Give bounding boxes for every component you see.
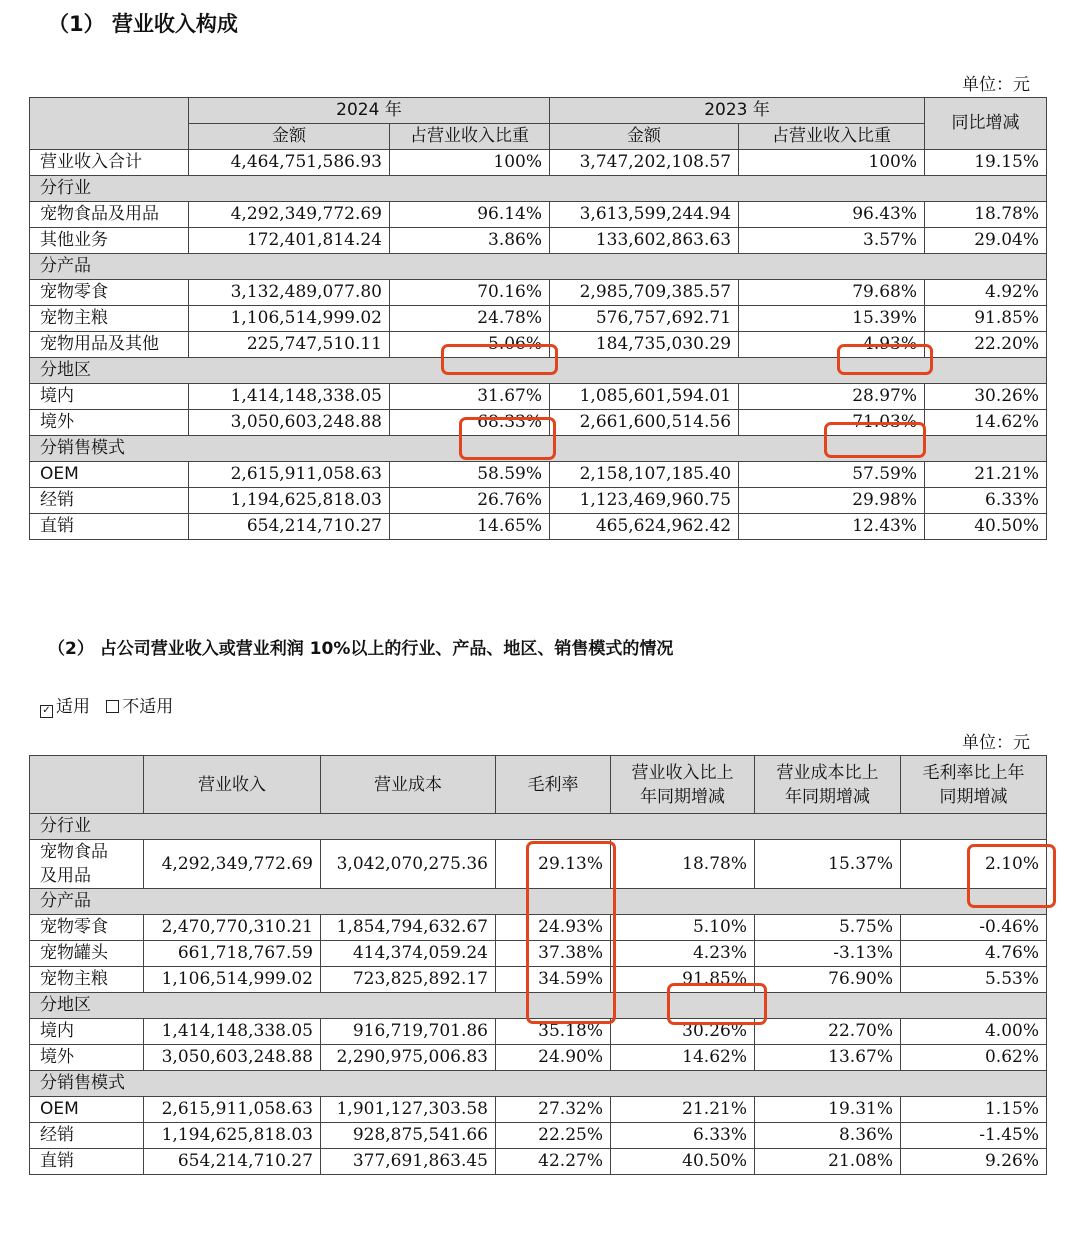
amount-2024: 1,106,514,999.02 — [189, 306, 390, 332]
share-2024: 58.59% — [390, 462, 550, 488]
section-row — [30, 993, 1047, 1019]
table-row — [30, 462, 1047, 488]
row-label-line: 及用品 — [40, 866, 91, 886]
amount-2023: 465,624,962.42 — [550, 514, 739, 540]
revenue: 1,106,514,999.02 — [144, 967, 321, 993]
header-share-2024: 占营业收入比重 — [390, 124, 550, 150]
cost: 3,042,070,275.36 — [321, 840, 496, 889]
revenue-change: 21.21% — [611, 1097, 755, 1123]
row-label: 经销 — [30, 488, 189, 514]
header-revenue: 营业收入 — [144, 756, 321, 814]
total-row — [30, 150, 1047, 176]
table-row — [30, 1123, 1047, 1149]
section-label: 分销售模式 — [30, 436, 1047, 462]
amount-2023: 133,602,863.63 — [550, 228, 739, 254]
row-label: OEM — [30, 1097, 144, 1123]
row-label: 经销 — [30, 1123, 144, 1149]
row-label: 境内 — [30, 1019, 144, 1045]
yoy-change: 14.62% — [925, 410, 1047, 436]
header-blank — [30, 98, 189, 150]
amount-2024: 3,132,489,077.80 — [189, 280, 390, 306]
share-2023: 29.98% — [739, 488, 925, 514]
cost: 414,374,059.24 — [321, 941, 496, 967]
amount-2023: 184,735,030.29 — [550, 332, 739, 358]
amount-2023: 2,661,600,514.56 — [550, 410, 739, 436]
share-2023: 96.43% — [739, 202, 925, 228]
revenue-change: 18.78% — [611, 840, 755, 889]
row-label: 宠物主粮 — [30, 306, 189, 332]
share-2024: 70.16% — [390, 280, 550, 306]
row-label: 境外 — [30, 1045, 144, 1071]
gross-margin: 22.25% — [496, 1123, 611, 1149]
section-row — [30, 889, 1047, 915]
share-2023: 3.57% — [739, 228, 925, 254]
cost-change: 8.36% — [755, 1123, 901, 1149]
row-label: OEM — [30, 462, 189, 488]
table-row — [30, 840, 1047, 889]
section-label: 分产品 — [30, 889, 1047, 915]
revenue-change: 5.10% — [611, 915, 755, 941]
table-row — [30, 280, 1047, 306]
share-2024: 68.33% — [390, 410, 550, 436]
revenue-change: 4.23% — [611, 941, 755, 967]
applicability-options — [40, 692, 173, 718]
cost: 2,290,975,006.83 — [321, 1045, 496, 1071]
section-label: 分销售模式 — [30, 1071, 1047, 1097]
share-2023: 71.03% — [739, 410, 925, 436]
share-2024: 26.76% — [390, 488, 550, 514]
row-label: 营业收入合计 — [30, 150, 189, 176]
share-2024: 100% — [390, 150, 550, 176]
gross-margin: 35.18% — [496, 1019, 611, 1045]
yoy-change: 18.78% — [925, 202, 1047, 228]
header-2023: 2023 年 — [550, 98, 925, 124]
margin-change: 4.76% — [901, 941, 1047, 967]
yoy-change: 6.33% — [925, 488, 1047, 514]
section-label: 分行业 — [30, 814, 1047, 840]
amount-2024: 2,615,911,058.63 — [189, 462, 390, 488]
cost-change: 21.08% — [755, 1149, 901, 1175]
amount-2024: 3,050,603,248.88 — [189, 410, 390, 436]
revenue-change: 91.85% — [611, 967, 755, 993]
revenue: 2,470,770,310.21 — [144, 915, 321, 941]
section-row — [30, 358, 1047, 384]
gross-margin: 42.27% — [496, 1149, 611, 1175]
row-label-line: 宠物食品 — [40, 842, 108, 862]
amount-2024: 1,414,148,338.05 — [189, 384, 390, 410]
section2-title: （2） 占公司营业收入或营业利润 10%以上的行业、产品、地区、销售模式的情况 — [48, 639, 674, 659]
header-line: 营业成本比上 — [776, 762, 879, 783]
header-margin-change — [901, 756, 1047, 814]
header-line: 营业收入比上 — [631, 762, 734, 783]
share-2024: 3.86% — [390, 228, 550, 254]
row-label: 宠物主粮 — [30, 967, 144, 993]
amount-2023: 2,985,709,385.57 — [550, 280, 739, 306]
table-row — [30, 1045, 1047, 1071]
row-label: 境外 — [30, 410, 189, 436]
section2-unit: 单位：元 — [962, 733, 1030, 753]
cost-change: 19.31% — [755, 1097, 901, 1123]
header-blank — [30, 756, 144, 814]
amount-2024: 225,747,510.11 — [189, 332, 390, 358]
row-label: 宠物用品及其他 — [30, 332, 189, 358]
share-2023: 28.97% — [739, 384, 925, 410]
amount-2024: 654,214,710.27 — [189, 514, 390, 540]
header-amount-2023: 金额 — [550, 124, 739, 150]
table-row — [30, 941, 1047, 967]
amount-2024: 4,464,751,586.93 — [189, 150, 390, 176]
table-row — [30, 514, 1047, 540]
margin-change: 9.26% — [901, 1149, 1047, 1175]
section-row — [30, 176, 1047, 202]
cost-change: 13.67% — [755, 1045, 901, 1071]
table-row — [30, 967, 1047, 993]
share-2023: 100% — [739, 150, 925, 176]
gross-margin: 34.59% — [496, 967, 611, 993]
yoy-change: 22.20% — [925, 332, 1047, 358]
amount-2023: 1,123,469,960.75 — [550, 488, 739, 514]
section1-title: （1） 营业收入构成 — [48, 12, 238, 36]
share-2024: 5.06% — [390, 332, 550, 358]
amount-2024: 4,292,349,772.69 — [189, 202, 390, 228]
revenue-change: 6.33% — [611, 1123, 755, 1149]
yoy-change: 30.26% — [925, 384, 1047, 410]
revenue-change: 40.50% — [611, 1149, 755, 1175]
cost: 1,901,127,303.58 — [321, 1097, 496, 1123]
share-2024: 96.14% — [390, 202, 550, 228]
header-line: 年同期增减 — [640, 786, 725, 807]
table-row — [30, 915, 1047, 941]
header-yoy: 同比增减 — [925, 98, 1047, 150]
row-label — [30, 840, 144, 889]
margin-change: 4.00% — [901, 1019, 1047, 1045]
header-amount-2024: 金额 — [189, 124, 390, 150]
header-line: 毛利率比上年 — [922, 762, 1025, 783]
yoy-change: 4.92% — [925, 280, 1047, 306]
amount-2023: 576,757,692.71 — [550, 306, 739, 332]
row-label: 直销 — [30, 1149, 144, 1175]
margin-change: -1.45% — [901, 1123, 1047, 1149]
yoy-change: 40.50% — [925, 514, 1047, 540]
yoy-change: 21.21% — [925, 462, 1047, 488]
share-2024: 31.67% — [390, 384, 550, 410]
header-2024: 2024 年 — [189, 98, 550, 124]
revenue: 1,414,148,338.05 — [144, 1019, 321, 1045]
table-row — [30, 202, 1047, 228]
margin-change: 0.62% — [901, 1045, 1047, 1071]
section-label: 分产品 — [30, 254, 1047, 280]
revenue: 654,214,710.27 — [144, 1149, 321, 1175]
revenue: 3,050,603,248.88 — [144, 1045, 321, 1071]
applicable-checkbox-checked[interactable]: ✓ — [40, 705, 53, 718]
row-label: 宠物零食 — [30, 915, 144, 941]
table-row — [30, 384, 1047, 410]
amount-2023: 3,747,202,108.57 — [550, 150, 739, 176]
table-row — [30, 228, 1047, 254]
yoy-change: 19.15% — [925, 150, 1047, 176]
revenue-change: 30.26% — [611, 1019, 755, 1045]
table-row — [30, 332, 1047, 358]
cost: 723,825,892.17 — [321, 967, 496, 993]
table-row — [30, 306, 1047, 332]
amount-2024: 172,401,814.24 — [189, 228, 390, 254]
not-applicable-label: 不适用 — [122, 697, 174, 717]
margin-change: 5.53% — [901, 967, 1047, 993]
revenue-composition-table — [29, 97, 1047, 540]
revenue-change: 14.62% — [611, 1045, 755, 1071]
table-row — [30, 488, 1047, 514]
cost-change: 22.70% — [755, 1019, 901, 1045]
header-cost-change — [755, 756, 901, 814]
row-label: 其他业务 — [30, 228, 189, 254]
amount-2023: 1,085,601,594.01 — [550, 384, 739, 410]
share-2024: 14.65% — [390, 514, 550, 540]
share-2023: 12.43% — [739, 514, 925, 540]
table-row — [30, 1097, 1047, 1123]
margin-change: -0.46% — [901, 915, 1047, 941]
cost: 1,854,794,632.67 — [321, 915, 496, 941]
section-row — [30, 1071, 1047, 1097]
amount-2023: 3,613,599,244.94 — [550, 202, 739, 228]
section1-unit: 单位：元 — [962, 75, 1030, 95]
cost: 928,875,541.66 — [321, 1123, 496, 1149]
header-revenue-change — [611, 756, 755, 814]
gross-margin: 24.93% — [496, 915, 611, 941]
cost-change: 76.90% — [755, 967, 901, 993]
share-2023: 79.68% — [739, 280, 925, 306]
cost-change: 15.37% — [755, 840, 901, 889]
section-row — [30, 436, 1047, 462]
gross-margin: 29.13% — [496, 840, 611, 889]
row-label: 直销 — [30, 514, 189, 540]
cost-change: 5.75% — [755, 915, 901, 941]
table-row — [30, 1019, 1047, 1045]
table-row — [30, 1149, 1047, 1175]
revenue: 2,615,911,058.63 — [144, 1097, 321, 1123]
amount-2024: 1,194,625,818.03 — [189, 488, 390, 514]
yoy-change: 29.04% — [925, 228, 1047, 254]
cost: 377,691,863.45 — [321, 1149, 496, 1175]
revenue: 661,718,767.59 — [144, 941, 321, 967]
gross-margin: 27.32% — [496, 1097, 611, 1123]
share-2023: 15.39% — [739, 306, 925, 332]
header-cost: 营业成本 — [321, 756, 496, 814]
applicable-label: 适用 — [56, 697, 90, 717]
section-row — [30, 254, 1047, 280]
section-label: 分地区 — [30, 993, 1047, 1019]
header-margin: 毛利率 — [496, 756, 611, 814]
section-label: 分行业 — [30, 176, 1047, 202]
gross-margin: 37.38% — [496, 941, 611, 967]
header-share-2023: 占营业收入比重 — [739, 124, 925, 150]
amount-2023: 2,158,107,185.40 — [550, 462, 739, 488]
share-2023: 57.59% — [739, 462, 925, 488]
row-label: 宠物罐头 — [30, 941, 144, 967]
share-2024: 24.78% — [390, 306, 550, 332]
revenue: 4,292,349,772.69 — [144, 840, 321, 889]
header-line: 年同期增减 — [785, 786, 870, 807]
margin-change: 2.10% — [901, 840, 1047, 889]
header-line: 同期增减 — [939, 786, 1008, 807]
row-label: 宠物食品及用品 — [30, 202, 189, 228]
table-row — [30, 410, 1047, 436]
gross-margin: 24.90% — [496, 1045, 611, 1071]
margin-change: 1.15% — [901, 1097, 1047, 1123]
row-label: 境内 — [30, 384, 189, 410]
cost-change: -3.13% — [755, 941, 901, 967]
cost: 916,719,701.86 — [321, 1019, 496, 1045]
section-row — [30, 814, 1047, 840]
major-segment-table — [29, 755, 1047, 1175]
yoy-change: 91.85% — [925, 306, 1047, 332]
revenue: 1,194,625,818.03 — [144, 1123, 321, 1149]
section-label: 分地区 — [30, 358, 1047, 384]
row-label: 宠物零食 — [30, 280, 189, 306]
share-2023: 4.93% — [739, 332, 925, 358]
not-applicable-checkbox[interactable] — [106, 700, 119, 713]
